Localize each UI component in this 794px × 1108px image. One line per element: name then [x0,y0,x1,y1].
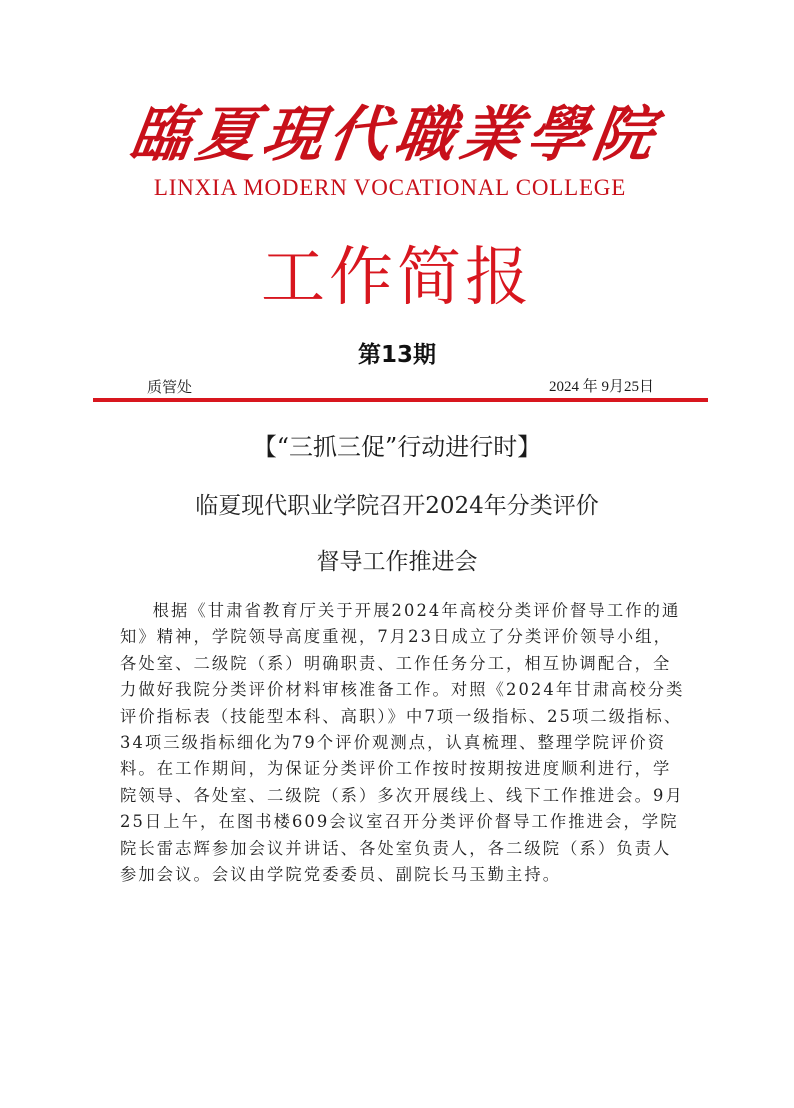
article-kicker: 【“三抓三促”行动进行时】 [252,433,542,461]
college-logo-calligraphy: 臨夏現代職業學院 [126,100,664,170]
article-body: 根据《甘肃省教育厅关于开展2024年高校分类评价督导工作的通知》精神，学院领导高度重视，7月23日成立了分类评价领导小组，各处室、二级院（系）明确职责、工作任务分工，相互协调配合，全力做好我院分类评价材料审核准备工作。对照《2024年甘肃高校分类评价指标表（技能型本科、高职）》中7项一级指标、25项二级指标、34项三级指标细化为79个评价观测点，认真梳理、整理学院评价资料。在工作期间，为保证分类评价工作按时按期按进度顺利进行，学院领导、各处室、二级院（系）多次开展线上、线下工作推进会。9月25日上午，在图书楼609会议室召开分类评价督导工作推进会，学院院长雷志辉参加会议并讲话、各处室负责人，各二级院（系）负责人参加会议。会议由学院党委委员、副院长马玉勤主持。 [120,601,685,885]
issue-date: 2024 年 9月25日 [548,379,654,395]
college-name-english: LINXIA MODERN VOCATIONAL COLLEGE [153,175,627,200]
issuing-department: 质管处 [147,378,193,396]
article-title [0,478,794,590]
issue-number: 第13期 [357,342,436,368]
article-title-line1: 临夏现代职业学院召开2024年分类评价 [195,493,599,519]
red-divider-line [93,398,708,402]
article-title-line2: 督导工作推进会 [316,549,478,575]
bulletin-masthead: 工作简报 [261,241,533,315]
